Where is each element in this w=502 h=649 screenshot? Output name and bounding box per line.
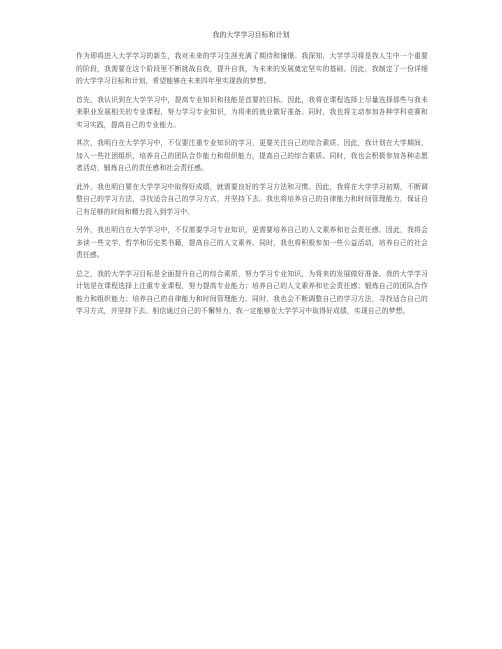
paragraph-comprehensive-quality: 其次，我明白在大学学习中，不仅要注重专业知识的学习，更要关注自己的综合素质。因此，我计划在大学期间，加入一些社团组织，培养自己的团队合作能力和组织能力，提高自己的综合素质。同时，我也会积极参加各种志愿者活动，锻炼自己的责任感和社会责任感。: [76, 139, 428, 172]
document-title: 我的大学学习目标和计划: [212, 31, 290, 39]
paragraph-humanities: 另外，我也明白在大学学习中，不仅需要学习专业知识，更需要培养自己的人文素养和社会责任感。因此，我将会多读一些文学、哲学和历史类书籍，提高自己的人文素养。同时，我也将积极参加一些公益活动，培养自己的社会责任感。: [76, 226, 428, 259]
paragraph-intro: 作为即将进入大学学习的新生，我对未来的学习生涯充满了期待和憧憬。我深知，大学学习将是我人生中一个重要的阶段，我需要在这个阶段里不断挑战自我，提升自我，为未来的发展奠定坚实的基础。因此，我制定了一份详细的大学学习目标和计划，希望能够在未来四年里实现我的梦想。: [76, 52, 428, 85]
paragraph-professional-skills: 首先，我认识到在大学学习中，提高专业知识和技能是首要的目标。因此，我将在课程选择上尽量选择那些与我未来职业发展相关的专业课程，努力学习专业知识，为将来的就业做好准备。同时，我也将主动参加各种学科竞赛和实习实践，提高自己的专业能力。: [76, 95, 428, 129]
paragraph-study-methods: 此外，我也明白要在大学学习中取得好成绩，就需要良好的学习方法和习惯。因此，我将在大学学习初期，不断调整自己的学习方法，寻找适合自己的学习方式，并坚持下去。我也将培养自己的自律能力和时间管理能力，保证自己有足够的时间和精力投入到学习中。: [76, 182, 428, 216]
paragraph-summary: 总之，我的大学学习目标是全面提升自己的综合素质，努力学习专业知识，为将来的发展做好准备。我的大学学习计划是在课程选择上注重专业课程，努力提高专业能力；培养自己的人文素养和社会责任感；锻炼自己的团队合作能力和组织能力；培养自己的自律能力和时间管理能力。同时，我也会不断调整自己的学习方法，寻找适合自己的学习方式，并坚持下去。相信通过自己的不懈努力，我一定能够在大学学习中取得好成绩，实现自己的梦想。: [76, 269, 428, 315]
document-body: [76, 50, 428, 324]
